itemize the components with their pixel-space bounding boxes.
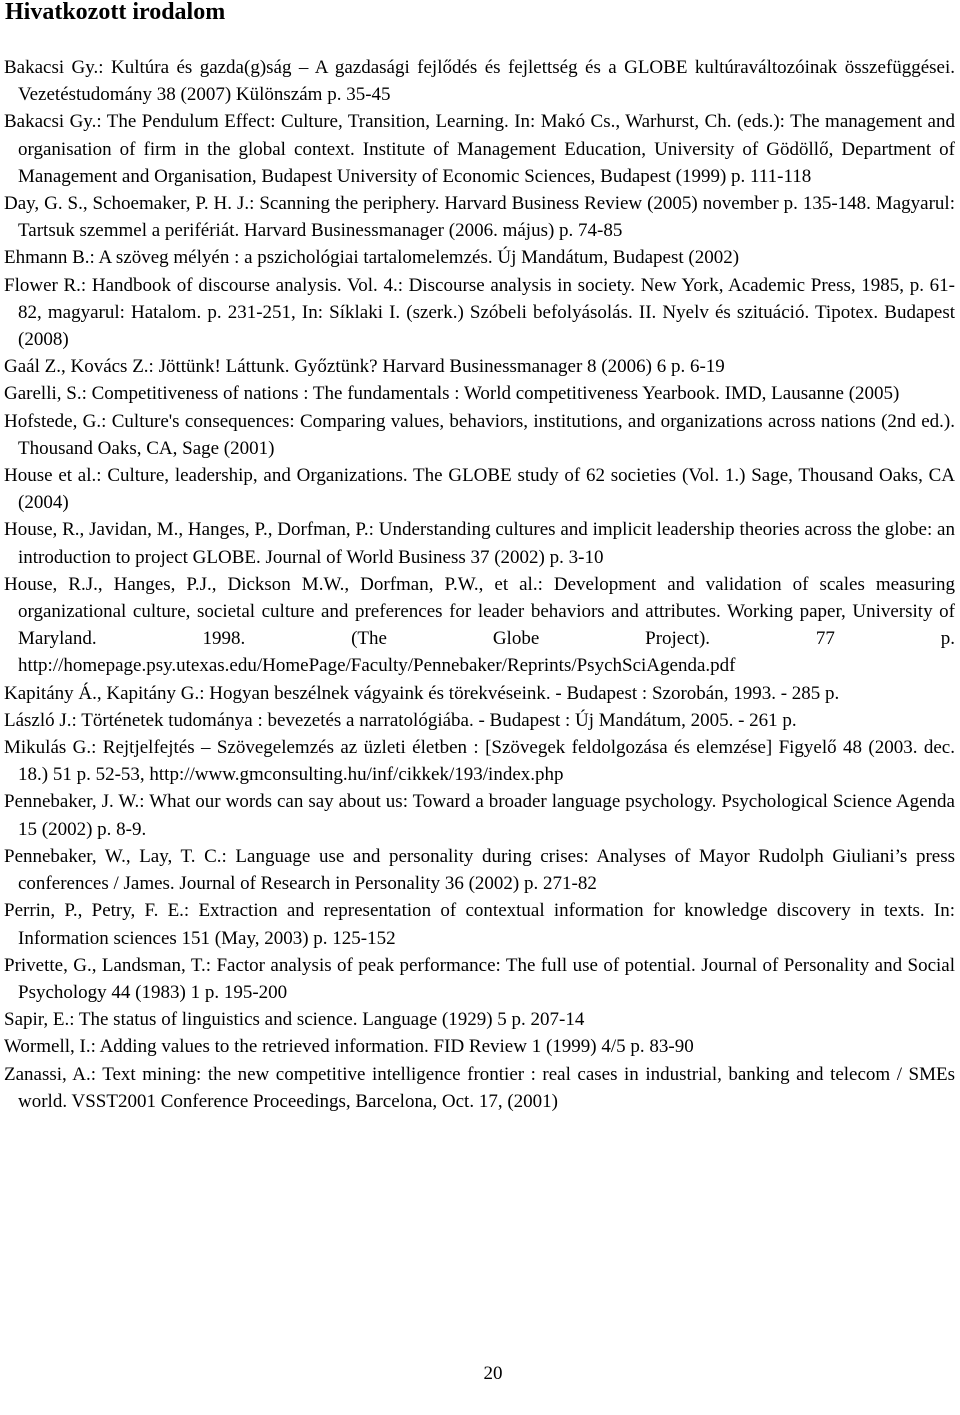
reference-item: Mikulás G.: Rejtjelfejtés – Szövegelemzés az üzleti életben : [Szövegek feldolgozása és elemzése] Figyelő 48 (2003. dec. 18.) 51 p. 52-53, http://www.gmconsulting.hu/inf/cikkek/193/index.php: [4, 737, 955, 786]
reference-item: Gaál Z., Kovács Z.: Jöttünk! Láttunk. Győztünk? Harvard Businessmanager 8 (2006) 6 p. 6-19: [4, 356, 725, 378]
reference-item: Hofstede, G.: Culture's consequences: Comparing values, behaviors, institutions, and organizations across nations (2nd ed.). Thousand Oaks, CA, Sage (2001): [4, 410, 955, 459]
reference-item: Sapir, E.: The status of linguistics and science. Language (1929) 5 p. 207-14: [4, 1009, 585, 1031]
reference-item: Day, G. S., Schoemaker, P. H. J.: Scanning the periphery. Harvard Business Review (2005) november p. 135-148. Magyarul: Tartsuk szemmel a perifériát. Harvard Businessmanager (2006. május) p. 74-85: [4, 193, 955, 242]
reference-item: Wormell, I.: Adding values to the retrieved information. FID Review 1 (1999) 4/5 p. 83-90: [4, 1036, 694, 1058]
reference-item: Garelli, S.: Competitiveness of nations : The fundamentals : World competitiveness Yearbook. IMD, Lausanne (2005): [4, 383, 900, 405]
reference-item: Ehmann B.: A szöveg mélyén : a pszichológiai tartalomelemzés. Új Mandátum, Budapest (2002): [4, 247, 740, 269]
page-title: Hivatkozott irodalom: [5, 0, 226, 25]
reference-item: Kapitány Á., Kapitány G.: Hogyan beszélnek vágyaink és törekvéseink. - Budapest : Szorobán, 1993. - 285 p.: [4, 682, 840, 704]
reference-item: Zanassi, A.: Text mining: the new competitive intelligence frontier : real cases in industrial, banking and telecom / SMEs world. VSST2001 Conference Proceedings, Barcelona, Oct. 17, (2001): [4, 1063, 955, 1112]
reference-item: Pennebaker, J. W.: What our words can say about us: Toward a broader language psychology. Psychological Science Agenda 15 (2002) p. 8-9.: [4, 791, 955, 840]
reference-item: House et al.: Culture, leadership, and Organizations. The GLOBE study of 62 societies (Vol. 1.) Sage, Thousand Oaks, CA (2004): [4, 465, 955, 514]
reference-item: Privette, G., Landsman, T.: Factor analysis of peak performance: The full use of potential. Journal of Personality and Social Psychology 44 (1983) 1 p. 195-200: [4, 954, 955, 1003]
reference-item: Pennebaker, W., Lay, T. C.: Language use and personality during crises: Analyses of Mayor Rudolph Giuliani’s press conferences / James. Journal of Research in Personality 36 (2002) p. 271-82: [4, 845, 955, 895]
reference-item: Bakacsi Gy.: The Pendulum Effect: Culture, Transition, Learning. In: Makó Cs., Warhurst, Ch. (eds.): The management and organisation of firm in the global context. Institute of Management Education, University of Gödöllő, Department of Management and Organisation, Budapest University of Economic Sciences, Budapest (1999) p. 111-118: [4, 111, 955, 187]
reference-item: Flower R.: Handbook of discourse analysis. Vol. 4.: Discourse analysis in society. New York, Academic Press, 1985, p. 61-82, magyarul: Hatalom. p. 231-251, In: Síklaki I. (szerk.) Szóbeli befolyásolás. II. Nyelv és szituáció. Tipotex. Budapest (2008): [4, 274, 955, 351]
reference-list: [0, 54, 955, 1115]
reference-item: Perrin, P., Petry, F. E.: Extraction and representation of contextual information for knowledge discovery in texts. In: Information sciences 151 (May, 2003) p. 125-152: [4, 900, 955, 949]
reference-item: László J.: Történetek tudománya : bevezetés a narratológiába. - Budapest : Új Mandátum, 2005. - 261 p.: [4, 709, 797, 731]
reference-item: House, R.J., Hanges, P.J., Dickson M.W., Dorfman, P.W., et al.: Development and validation of scales measuring organizational culture, societal culture and preferences for leader behaviors and attributes. Working paper, University of Maryland. 1998. (The Globe Project). 77 p. http://homepage.psy.utexas.edu/HomePage/Faculty/Pennebaker/Reprints/PsychSciAgenda.pdf: [4, 573, 955, 677]
page-number: 20: [483, 1363, 503, 1384]
reference-item: House, R., Javidan, M., Hanges, P., Dorfman, P.: Understanding cultures and implicit leadership theories across the globe: an introduction to project GLOBE. Journal of World Business 37 (2002) p. 3-10: [4, 519, 955, 568]
reference-item: Bakacsi Gy.: Kultúra és gazda(g)ság – A gazdasági fejlődés és fejlettség és a GLOBE kultúraváltozóinak összefüggései. Vezetéstudomány 38 (2007) Különszám p. 35-45: [4, 57, 955, 106]
